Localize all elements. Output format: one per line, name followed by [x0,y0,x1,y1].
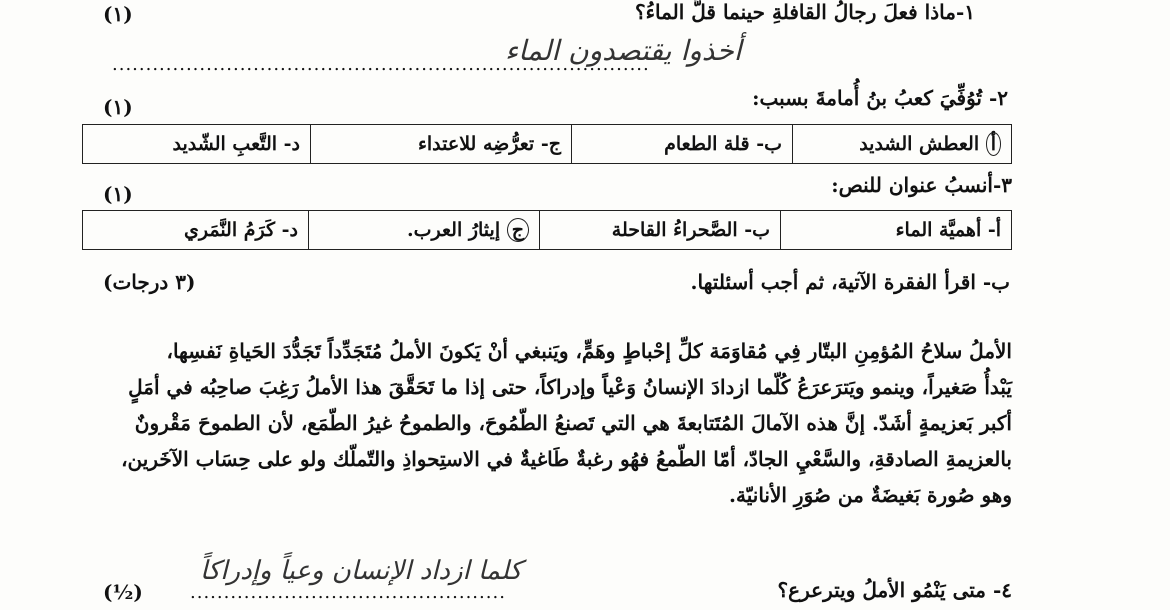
q3-options-table [82,210,1012,250]
q2-question: ٢- تُوُفِّيَ كعبُ بنُ أُمامةَ بسبب: [752,86,1008,110]
q4-answer-dots: ............................................... [190,582,506,603]
paragraph-line: الأملُ سلاحُ المُؤمِنِ البتّار فِي مُقاوَمَة كلِّ إحْباطٍ وهَمٍّ، ويَنبغي أنْ يَكونَ الأملُ مُتَجَدِّداً تَجَدُّدَ الحَياةِ نَفسِها، [166,339,1012,363]
q3-mark: (١) [103,182,133,206]
q2-option-c[interactable]: ج- تعرُّضِه للاعتداء [311,125,572,164]
section-b-marks: (٣ درجات) [103,270,196,294]
q2-answer-circle: أ [986,132,1001,156]
q4-mark: (½) [103,580,143,604]
q2-option-a[interactable]: أ العطش الشديد [793,125,1012,164]
q1-handwritten-answer: أخذوا يقتصدون الماء [505,34,742,67]
q4-handwritten-answer: كلما ازداد الإنسان وعياً وإدراكاً [200,556,522,586]
q3-option-b[interactable]: ب- الصَّحراءُ القاحلة [540,211,781,250]
q1-mark: (١) [103,2,133,26]
q2-option-b[interactable]: ب- قلة الطعام [572,125,793,164]
q2-mark: (١) [103,95,133,119]
q3-question: ٣-أنسبُ عنوان للنص: [831,173,1012,197]
q1-question: ١-ماذا فعلَ رجالُ القافلةِ حينما قلَّ الماءُ؟ [635,0,975,24]
q3-option-a[interactable]: أ- أهميَّة الماء [781,211,1012,250]
paragraph-line: وهو صُورة بَغيضَةٌ من صُوَرِ الأنانيّة. [729,483,1012,507]
q2-option-d[interactable]: د- التَّعبِ الشّديد [83,125,311,164]
q2-options-table [82,124,1012,164]
q3-option-d[interactable]: د- كَرَمُ النَّمَري [83,211,309,250]
q1-answer-dots: ................................................................................ [112,54,650,75]
q3-option-c[interactable] [309,211,540,250]
paragraph-line: أكبر بَعزيمةٍ أشَدّ. إنَّ هذه الآمالَ المُتَتابعةَ هي التي تَصنعُ الطّمُوحَ، والطموحُ غيرُ الطّمَع، لأن الطموحَ مَقْرونٌ [134,411,1012,435]
q3-answer-circle: ج [507,218,529,242]
paragraph-line: بالعزيمةِ الصادقةِ، والسَّعْيِ الجادّ، أمّا الطّمعُ فهُو رغبةٌ طَاغيةٌ في الاستِحواذِ والتّملّك ولو على حِسَاب الآخَرين، [121,447,1012,471]
q4-question: ٤- متى يَنْمُو الأملُ ويترعرع؟ [777,578,1012,602]
paragraph-line: يَبْدأُ صَغيراً، وينمو ويَترَعرَعُ كُلّما ازدادَ الإنسانُ وَعْياً وإدراكاً، حتى إذا ما تَحَقَّقَ هذا الأملُ رَغِبَ صاحِبُه في أمَلٍ [128,375,1012,399]
q3-option-c-label: إيثارُ العرب. [407,219,501,241]
section-b-instruction: ب- اقرأ الفقرة الآتية، ثم أجب أسئلتها. [690,270,1010,294]
reading-paragraph [82,333,1012,513]
